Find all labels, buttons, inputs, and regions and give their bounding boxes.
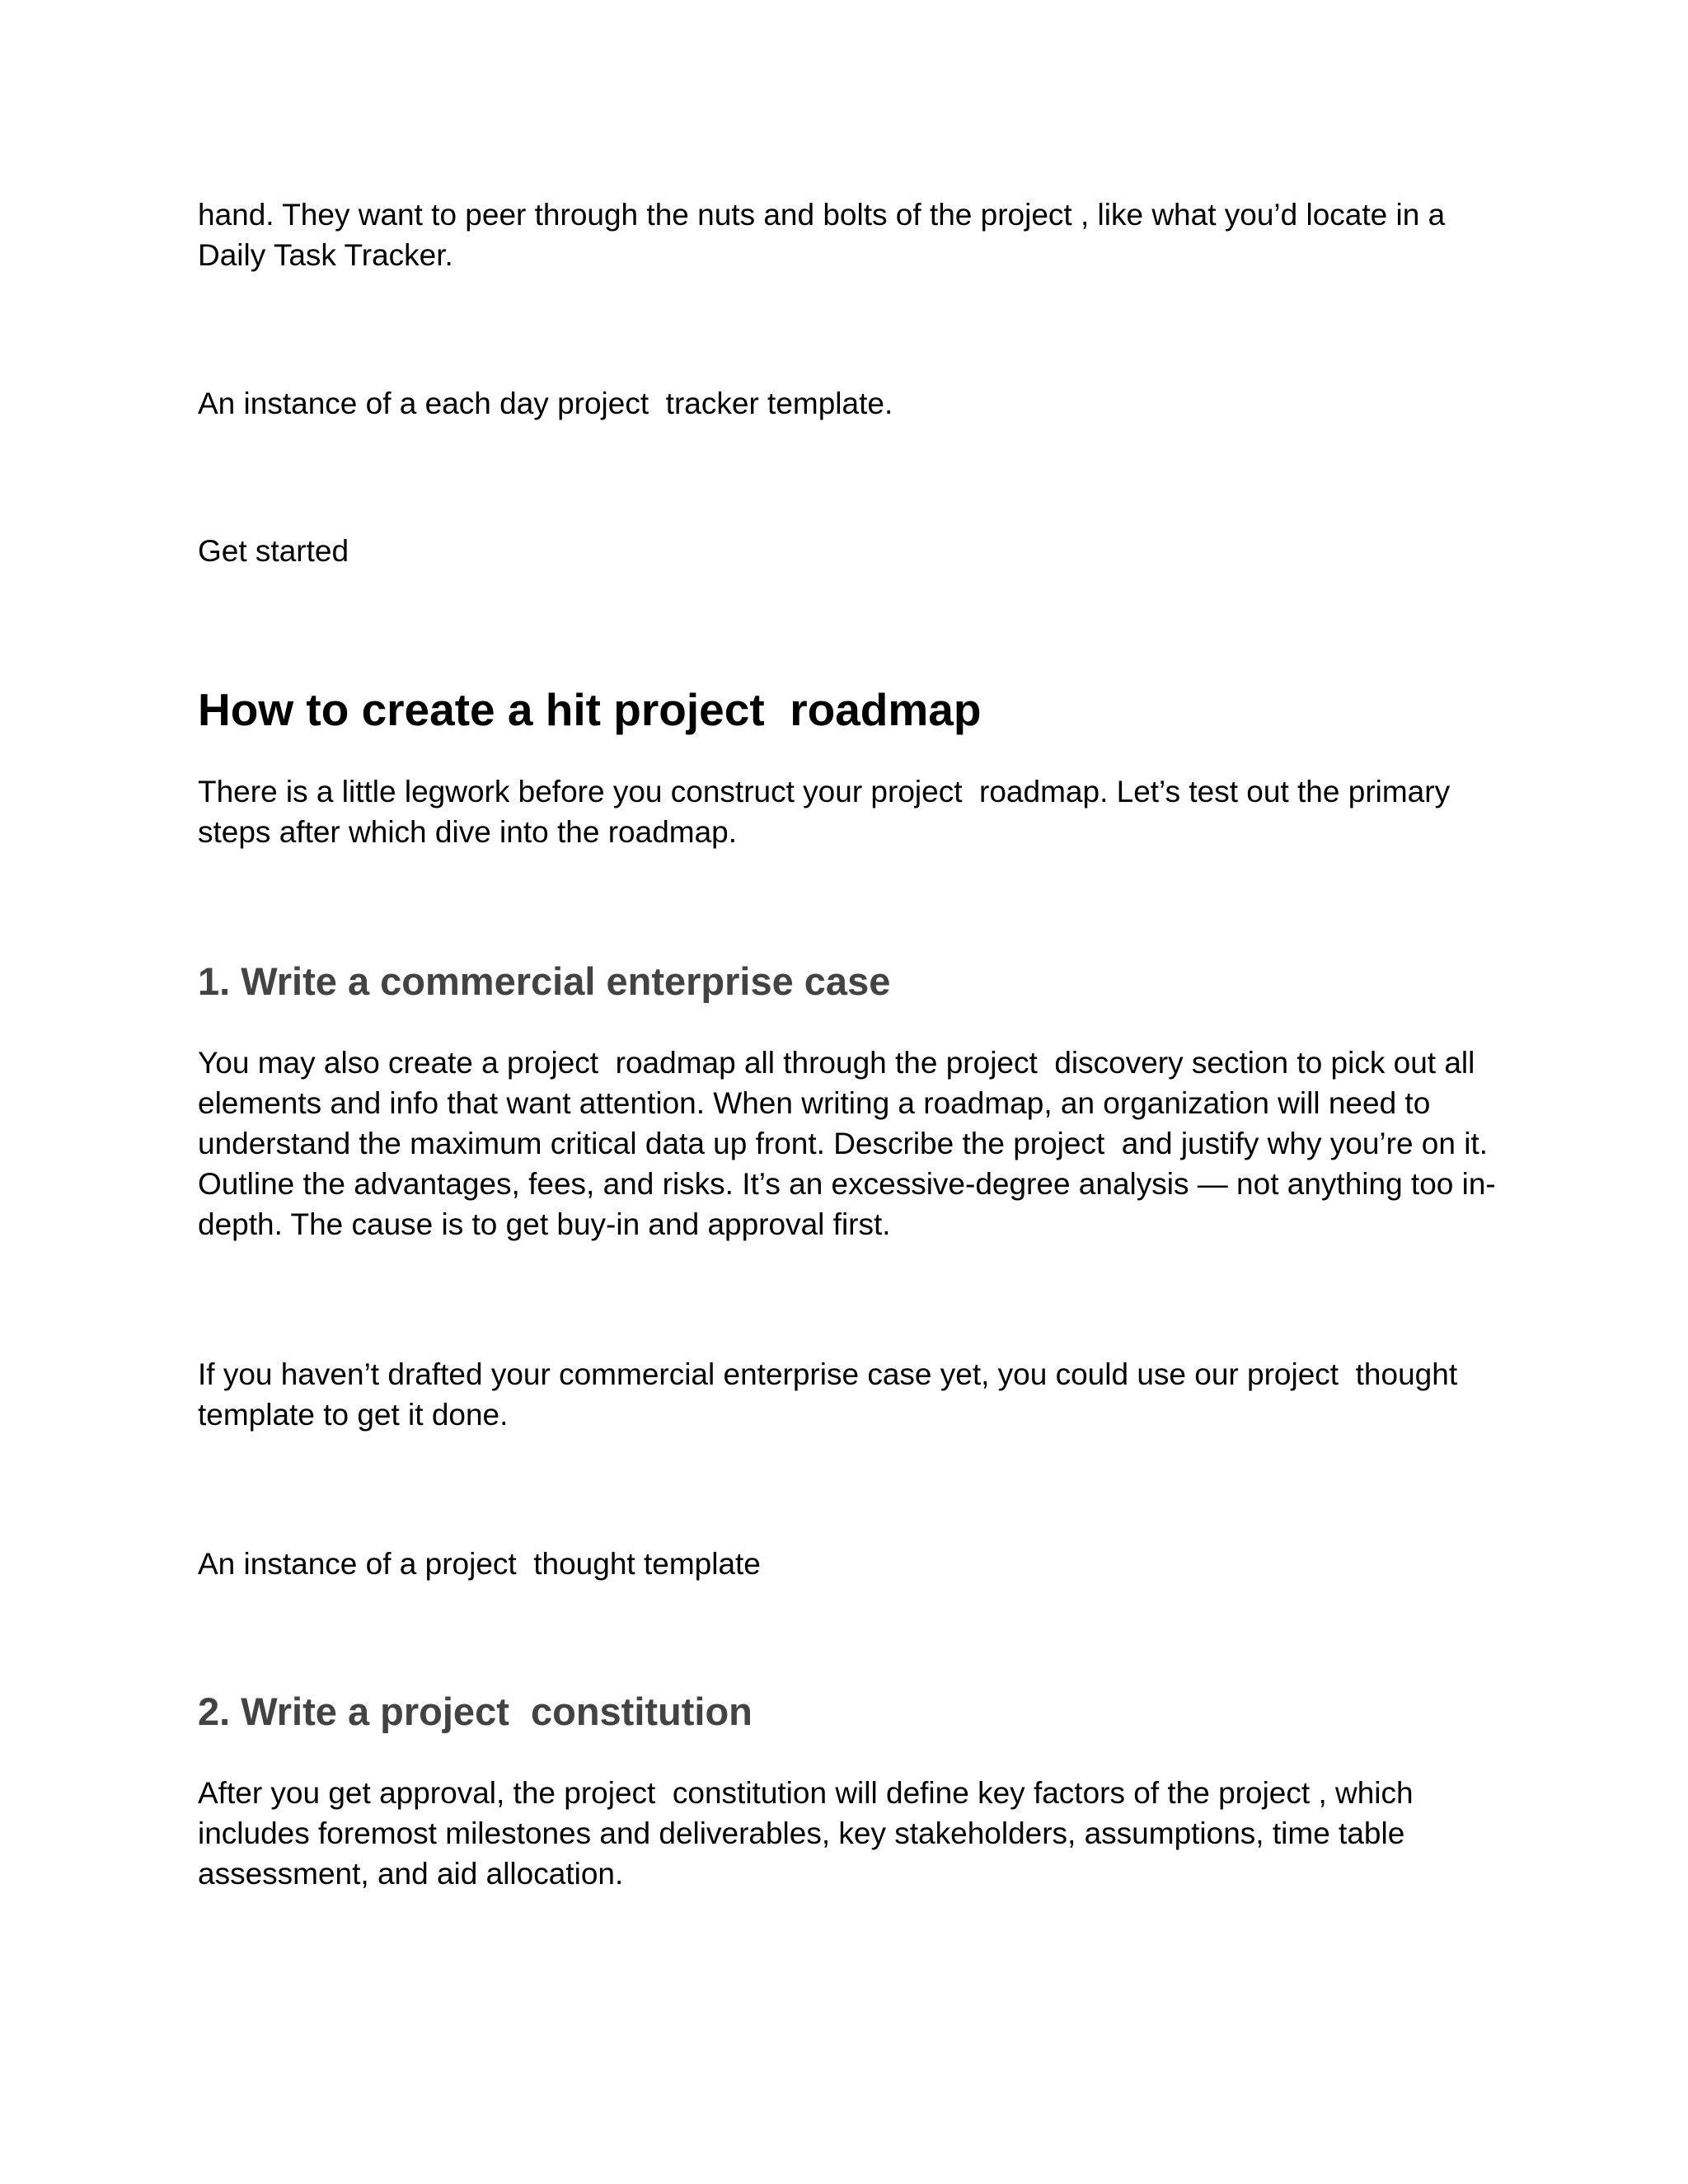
intro-paragraph: hand. They want to peer through the nuts and bolts of the project , like what you’d locate in a Daily Task Tracker. <box>198 198 1454 272</box>
daily-tracker-caption: An instance of a each day project tracker template. <box>198 387 893 420</box>
step1-caption: An instance of a project thought template <box>198 1547 761 1581</box>
step1-paragraph-2: If you haven’t drafted your commercial enterprise case yet, you could use our project thought template to get it done. <box>198 1357 1466 1432</box>
section-title: How to create a hit project roadmap <box>198 684 982 735</box>
step2-paragraph-1: After you get approval, the project constitution will define key factors of the project , which includes foremost milestones and deliverables, key stakeholders, assumptions, time table assessment, and aid allocation. <box>198 1776 1422 1891</box>
step1-heading: 1. Write a commercial enterprise case <box>198 959 891 1003</box>
get-started-text: Get started <box>198 534 349 568</box>
step1-paragraph-1: You may also create a project roadmap all through the project discovery section to pick out all elements and info that want attention. When writing a roadmap, an organization will need to understand the maximum critical data up front. Describe the project and justify why you’re on it. Outline the advantages, fees, and risks. It’s an excessive-degree analysis — not anything too in-depth. The cause is to get buy-in and approval first. <box>198 1046 1497 1241</box>
step2-heading: 2. Write a project constitution <box>198 1690 753 1733</box>
section-intro-paragraph: There is a little legwork before you construct your project roadmap. Let’s test out the primary steps after which dive into the roadmap. <box>198 775 1459 849</box>
